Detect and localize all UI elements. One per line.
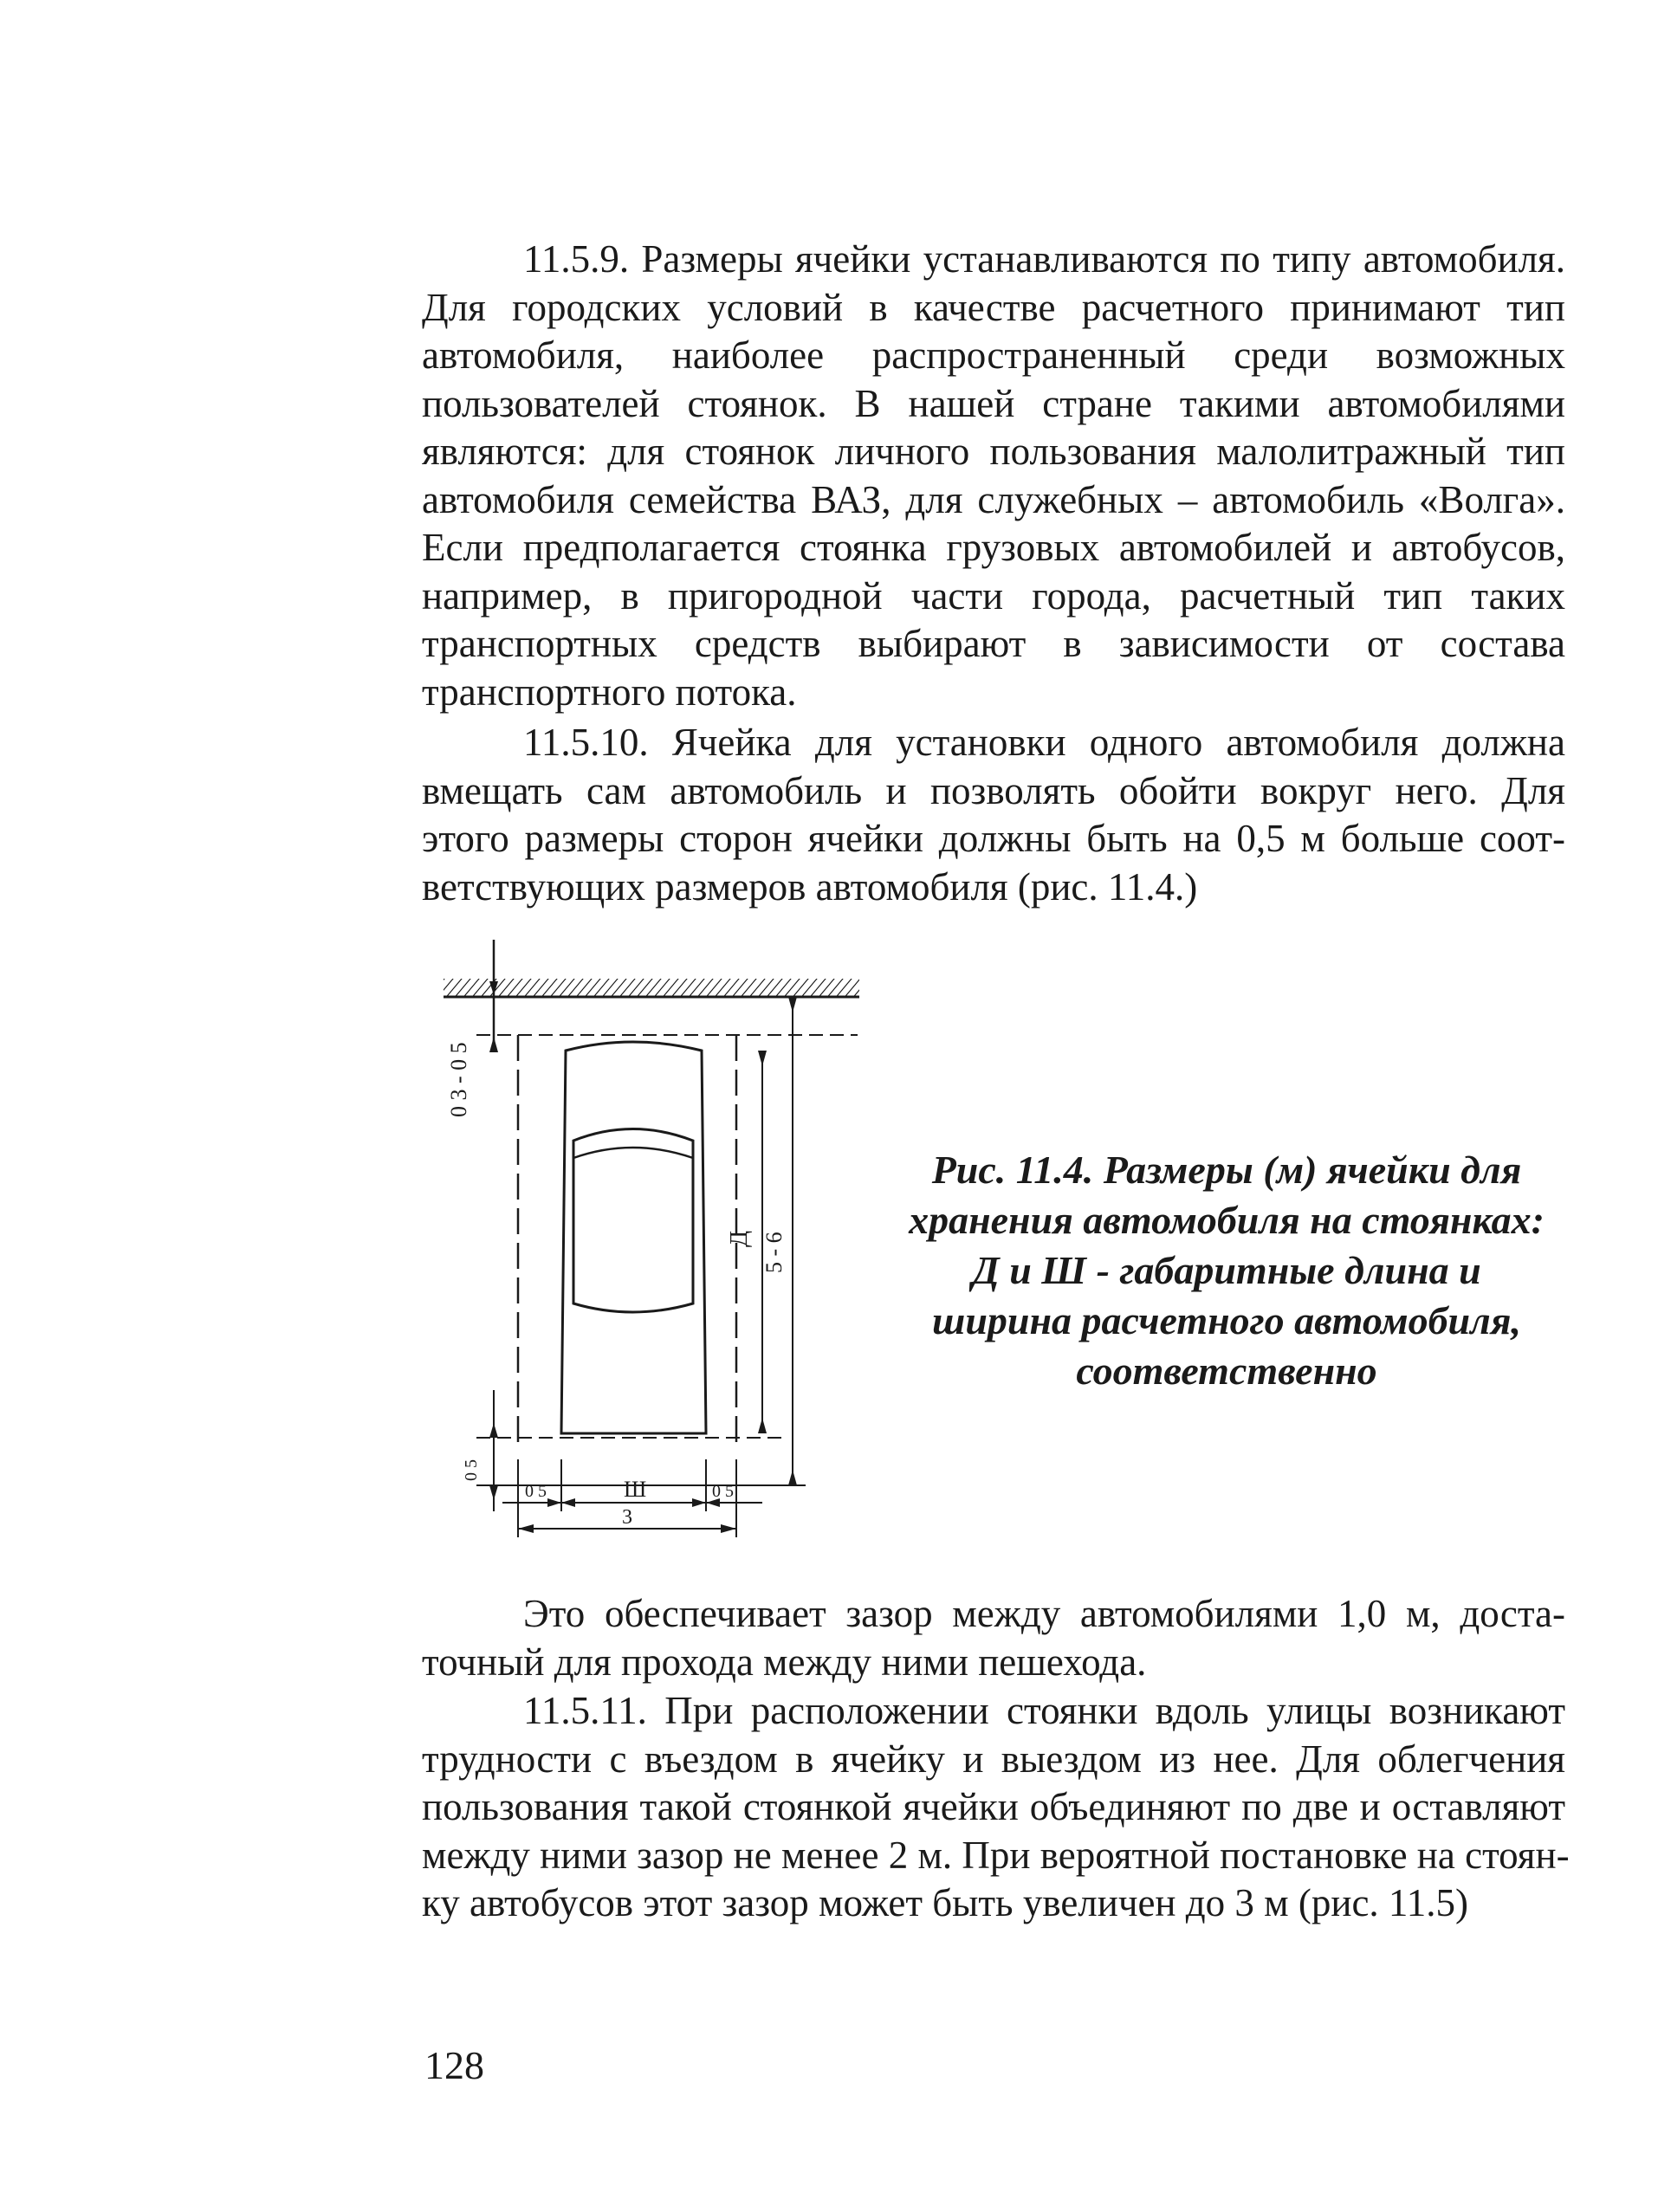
caption-line: ширина расчетного автомобиля, bbox=[932, 1298, 1521, 1342]
text-line: автомобиля семейства ВАЗ, для служебных – автомобиль «Волга». bbox=[422, 477, 1565, 521]
text-line: этого размеры сторон ячейки должны быть на 0,5 м больше соот- bbox=[422, 817, 1565, 860]
cell-length-label: 5 - 6 bbox=[761, 1232, 787, 1273]
width-symbol-label: Ш bbox=[624, 1477, 647, 1502]
text-line: ку автобусов этот зазор может быть увеличен до 3 м (рис. 11.5) bbox=[422, 1881, 1468, 1924]
caption-line: соответственно bbox=[1076, 1349, 1377, 1393]
text-line: точный для прохода между ними пешехода. bbox=[422, 1640, 1147, 1684]
page-number: 128 bbox=[424, 2043, 484, 2087]
text-line: являются: для стоянок личного пользования малолитражный тип bbox=[422, 430, 1565, 473]
text-line: Для городских условий в качестве расчетного принимают тип bbox=[422, 285, 1565, 329]
text-line: 11.5.11. При расположении стоянки вдоль улицы возникают bbox=[523, 1689, 1565, 1732]
text-line: например, в пригородной части города, расчетный тип таких bbox=[422, 573, 1565, 618]
text-line: вмещать сам автомобиль и позволять обойти вокруг него. Для bbox=[422, 768, 1565, 812]
cell-width-label: 3 bbox=[622, 1506, 632, 1529]
text-line: автомобиля, наиболее распространенный среди возможных bbox=[422, 333, 1565, 377]
text-line: транспортного потока. bbox=[422, 669, 797, 714]
car-outline bbox=[561, 1042, 706, 1433]
text-line: пользования такой стоянкой ячейки объединяют по две и оставляют bbox=[422, 1785, 1565, 1828]
side-gap-left-label: 0 5 bbox=[525, 1482, 547, 1501]
text-line: 11.5.9. Размеры ячейки устанавливаются по типу автомобиля. bbox=[523, 237, 1565, 281]
text-line: Если предполагается стоянка грузовых автомобилей и автобусов, bbox=[422, 526, 1565, 569]
side-gap-right-label: 0 5 bbox=[712, 1482, 734, 1501]
text-line: пользователей стоянок. В нашей стране такими автомобилями bbox=[422, 381, 1565, 425]
bottom-gap-label: 0 5 bbox=[462, 1459, 481, 1481]
caption-line: Д и Ш - габаритные длина и bbox=[972, 1248, 1481, 1292]
text-line: 11.5.10. Ячейка для установки одного автомобиля должна bbox=[523, 721, 1565, 764]
paragraph-11-5-10 bbox=[422, 719, 1565, 911]
text-line: между ними зазор не менее 2 м. При вероятной постановке на стоян- bbox=[422, 1833, 1570, 1877]
paragraph-after-figure bbox=[422, 1590, 1565, 1686]
text-line: ветствующих размеров автомобиля (рис. 11.4.) bbox=[422, 864, 1198, 909]
length-symbol-label: Д bbox=[726, 1230, 753, 1247]
text-line: транспортных средств выбирают в зависимости от состава bbox=[422, 622, 1565, 665]
top-gap-label: 0 3 - 0 5 bbox=[446, 1042, 471, 1117]
text-line: Это обеспечивает зазор между автомобилями 1,0 м, доста- bbox=[523, 1592, 1565, 1635]
caption-line: хранения автомобиля на стоянках: bbox=[909, 1198, 1545, 1242]
text-line: трудности с въездом в ячейку и выездом из нее. Для облегчения bbox=[422, 1737, 1565, 1781]
paragraph-11-5-9 bbox=[422, 236, 1565, 716]
caption-line: Рис. 11.4. Размеры (м) ячейки для bbox=[931, 1148, 1522, 1192]
paragraph-11-5-11 bbox=[422, 1687, 1570, 1928]
wall bbox=[444, 979, 859, 997]
parking-cell-diagram bbox=[442, 940, 875, 1537]
figure-caption bbox=[897, 1145, 1556, 1396]
